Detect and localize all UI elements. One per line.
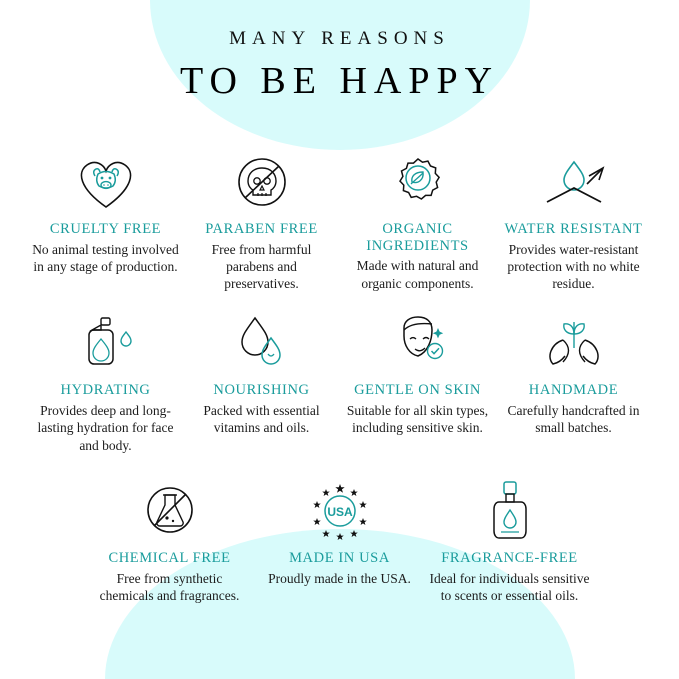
feature-desc: Free from synthetic chemicals and fragrances. [99, 570, 240, 603]
no-skull-icon [188, 149, 336, 215]
feature-title: GENTLE ON SKIN [354, 382, 481, 399]
poster-content [0, 28, 679, 622]
dropper-bottle-icon [429, 478, 591, 544]
feature-title: HANDMADE [528, 382, 619, 399]
feature-desc: No animal testing involved in any stage of production. [32, 241, 179, 274]
feature-title: FRAGRANCE-FREE [441, 549, 578, 566]
feature-item [184, 149, 340, 292]
feature-item [340, 149, 496, 292]
features-row-3 [14, 478, 665, 622]
heart-cow-icon [32, 149, 180, 215]
feature-desc: Provides deep and long-lasting hydration for face and body. [37, 403, 174, 453]
eyebrow-text: MANY REASONS [229, 28, 450, 49]
feature-item [255, 478, 425, 604]
lotion-bottle-icon [32, 310, 180, 376]
feature-title: CHEMICAL FREE [108, 549, 231, 566]
feature-title: PARABEN FREE [205, 221, 318, 237]
feature-item [496, 149, 652, 292]
feature-desc: Provides water-resistant protection with no white residue. [507, 241, 640, 292]
leaf-badge-icon [344, 149, 492, 215]
feature-title: WATER RESISTANT [504, 221, 643, 237]
feature-item [425, 478, 595, 604]
feature-desc: Packed with essential vitamins and oils. [203, 403, 320, 436]
water-droplet-arrow-icon [500, 149, 648, 215]
feature-title: NOURISHING [213, 382, 310, 399]
features-row-2 [14, 310, 665, 471]
feature-item [340, 310, 496, 453]
feature-desc: Made with natural and organic components. [356, 258, 479, 291]
features-row-1 [14, 149, 665, 310]
feature-title: ORGANIC INGREDIENTS [366, 221, 469, 254]
feature-desc: Suitable for all skin types, including sensitive skin. [346, 403, 489, 436]
feature-title: CRUELTY FREE [49, 221, 162, 237]
no-flask-icon [89, 478, 251, 544]
feature-item [28, 310, 184, 453]
face-check-icon [344, 310, 492, 376]
page-title: TO BE HAPPY [179, 60, 500, 102]
two-droplets-icon [188, 310, 336, 376]
feature-item [184, 310, 340, 453]
feature-title: MADE IN USA [289, 549, 390, 566]
features-grid [14, 149, 665, 622]
feature-item [496, 310, 652, 453]
feature-desc: Proudly made in the USA. [268, 570, 411, 586]
feature-desc: Ideal for individuals sensitive to scents or essential oils. [429, 570, 590, 603]
svg-text:USA: USA [326, 504, 353, 519]
feature-desc: Free from harmful parabens and preservatives. [211, 241, 312, 292]
feature-desc: Carefully handcrafted in small batches. [507, 403, 640, 436]
feature-item [85, 478, 255, 604]
hands-plant-icon [500, 310, 648, 376]
feature-item [28, 149, 184, 292]
feature-title: HYDRATING [60, 382, 151, 399]
usa-stars-badge-icon [259, 478, 421, 544]
